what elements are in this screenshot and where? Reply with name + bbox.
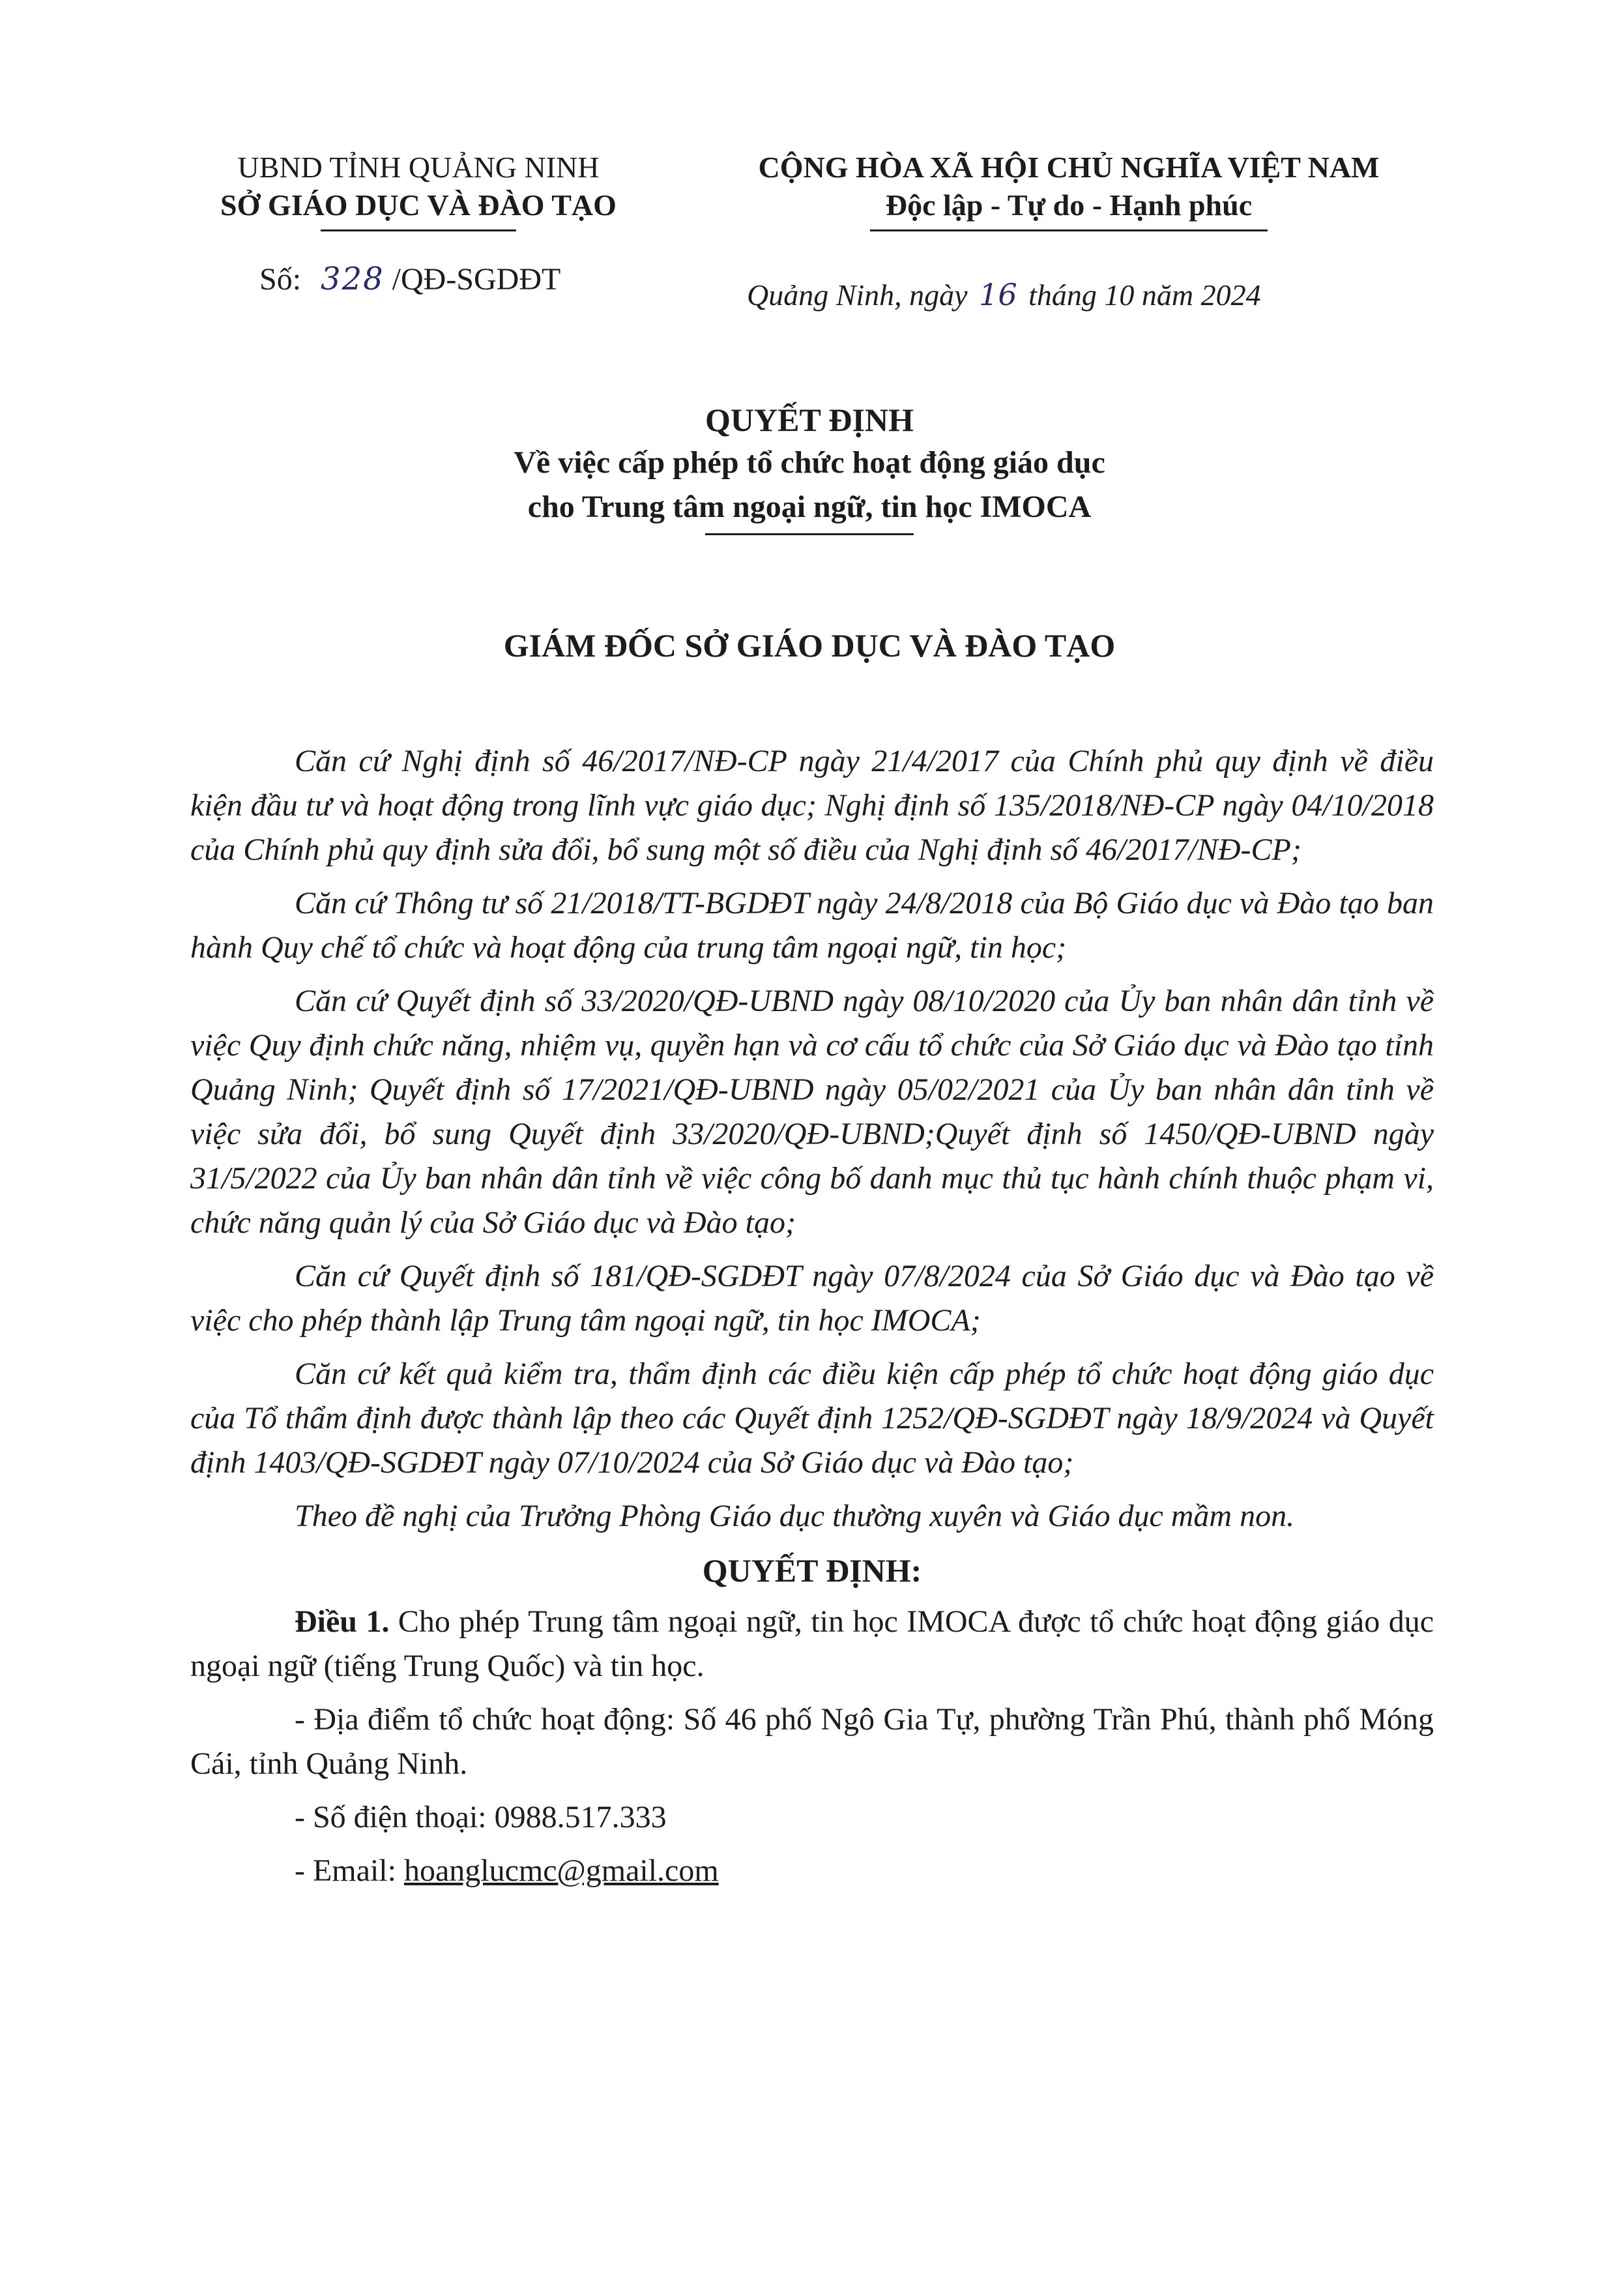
phone-line: - Số điện thoại: 0988.517.333 <box>295 1800 667 1834</box>
so-suffix: /QĐ-SGDĐT <box>392 262 561 297</box>
article-1-text: Cho phép Trung tâm ngoại ngữ, tin học IMOCA được tổ chức hoạt động giáo dục ngoại ngữ (tiếng Trung Quốc) và tin học. <box>190 1604 1434 1683</box>
title-underline <box>705 533 914 535</box>
agency-line-1: UBND TỈNH QUẢNG NINH <box>237 151 600 184</box>
address-line: - Địa điểm tổ chức hoạt động: Số 46 phố Ngô Gia Tự, phường Trần Phú, thành phố Móng Cái, tỉnh Quảng Ninh. <box>190 1702 1434 1781</box>
nation-line-2: Độc lập - Tự do - Hạnh phúc <box>885 188 1253 222</box>
document-number <box>259 259 560 299</box>
decision-title <box>190 399 1429 535</box>
article-1-label: Điều 1. <box>295 1604 390 1639</box>
nation-line-1: CỘNG HÒA XÃ HỘI CHỦ NGHĨA VIỆT NAM <box>758 151 1380 184</box>
agency-line-2: SỞ GIÁO DỤC VÀ ĐÀO TẠO <box>220 188 617 222</box>
email-link[interactable]: hoanglucmc@gmail.com <box>403 1853 719 1888</box>
preamble-paragraph: Căn cứ Quyết định số 181/QĐ-SGDĐT ngày 07/8/2024 của Sở Giáo dục và Đào tạo về việc cho phép thành lập Trung tâm ngoại ngữ, tin học IMOCA; <box>190 1259 1434 1338</box>
so-number-handwritten: 328 <box>321 261 385 297</box>
preamble-paragraph: Căn cứ Nghị định số 46/2017/NĐ-CP ngày 21/4/2017 của Chính phủ quy định về điều kiện đầu tư và hoạt động trong lĩnh vực giáo dục; Nghị định số 135/2018/NĐ-CP ngày 04/10/2018 của Chính phủ quy định sửa đổi, bổ sung một số điều của Nghị định số 46/2017/NĐ-CP; <box>190 744 1434 867</box>
email-line <box>190 1849 1434 1893</box>
title-line-2: cho Trung tâm ngoại ngữ, tin học IMOCA <box>527 490 1092 524</box>
director-heading: GIÁM ĐỐC SỞ GIÁO DỤC VÀ ĐÀO TẠO <box>503 627 1116 664</box>
email-label: - Email: <box>295 1853 396 1888</box>
document-date <box>747 275 1261 315</box>
decision-heading: QUYẾT ĐỊNH: <box>702 1552 922 1589</box>
date-suffix: tháng 10 năm 2024 <box>1028 278 1261 312</box>
document-body <box>190 739 1434 1902</box>
preamble-paragraph: Theo đề nghị của Trưởng Phòng Giáo dục thường xuyên và Giáo dục mầm non. <box>295 1499 1295 1533</box>
motto-underline <box>870 229 1268 231</box>
national-motto-block <box>704 149 1434 231</box>
agency-underline <box>321 229 516 231</box>
title-heading: QUYẾT ĐỊNH <box>705 402 914 438</box>
so-label: Số: <box>259 262 302 297</box>
preamble-paragraph: Căn cứ Quyết định số 33/2020/QĐ-UBND ngày 08/10/2020 của Ủy ban nhân dân tỉnh về việc Quy định chức năng, nhiệm vụ, quyền hạn và cơ cấu tổ chức của Sở Giáo dục và Đào tạo tỉnh Quảng Ninh; Quyết định số 17/2021/QĐ-UBND ngày 05/02/2021 của Ủy ban nhân dân tỉnh về việc sửa đổi, bổ sung Quyết định 33/2020/QĐ-UBND;Quyết định số 1450/QĐ-UBND ngày 31/5/2022 của Ủy ban nhân dân tỉnh về việc công bố danh mục thủ tục hành chính thuộc phạm vi, chức năng quản lý của Sở Giáo dục và Đào tạo; <box>190 984 1434 1240</box>
title-line-1: Về việc cấp phép tổ chức hoạt động giáo dục <box>514 445 1105 480</box>
date-day-handwritten: 16 <box>979 277 1017 312</box>
date-prefix: Quảng Ninh, ngày <box>747 278 968 312</box>
article-1 <box>190 1600 1434 1688</box>
preamble-paragraph: Căn cứ Thông tư số 21/2018/TT-BGDĐT ngày 24/8/2018 của Bộ Giáo dục và Đào tạo ban hành Quy chế tổ chức và hoạt động của trung tâm ngoại ngữ, tin học; <box>190 886 1434 965</box>
issuing-agency-block <box>190 149 647 231</box>
preamble-paragraph: Căn cứ kết quả kiểm tra, thẩm định các điều kiện cấp phép tổ chức hoạt động giáo dục của Tổ thẩm định được thành lập theo các Quyết định 1252/QĐ-SGDĐT ngày 18/9/2024 và Quyết định 1403/QĐ-SGDĐT ngày 07/10/2024 của Sở Giáo dục và Đào tạo; <box>190 1357 1434 1480</box>
